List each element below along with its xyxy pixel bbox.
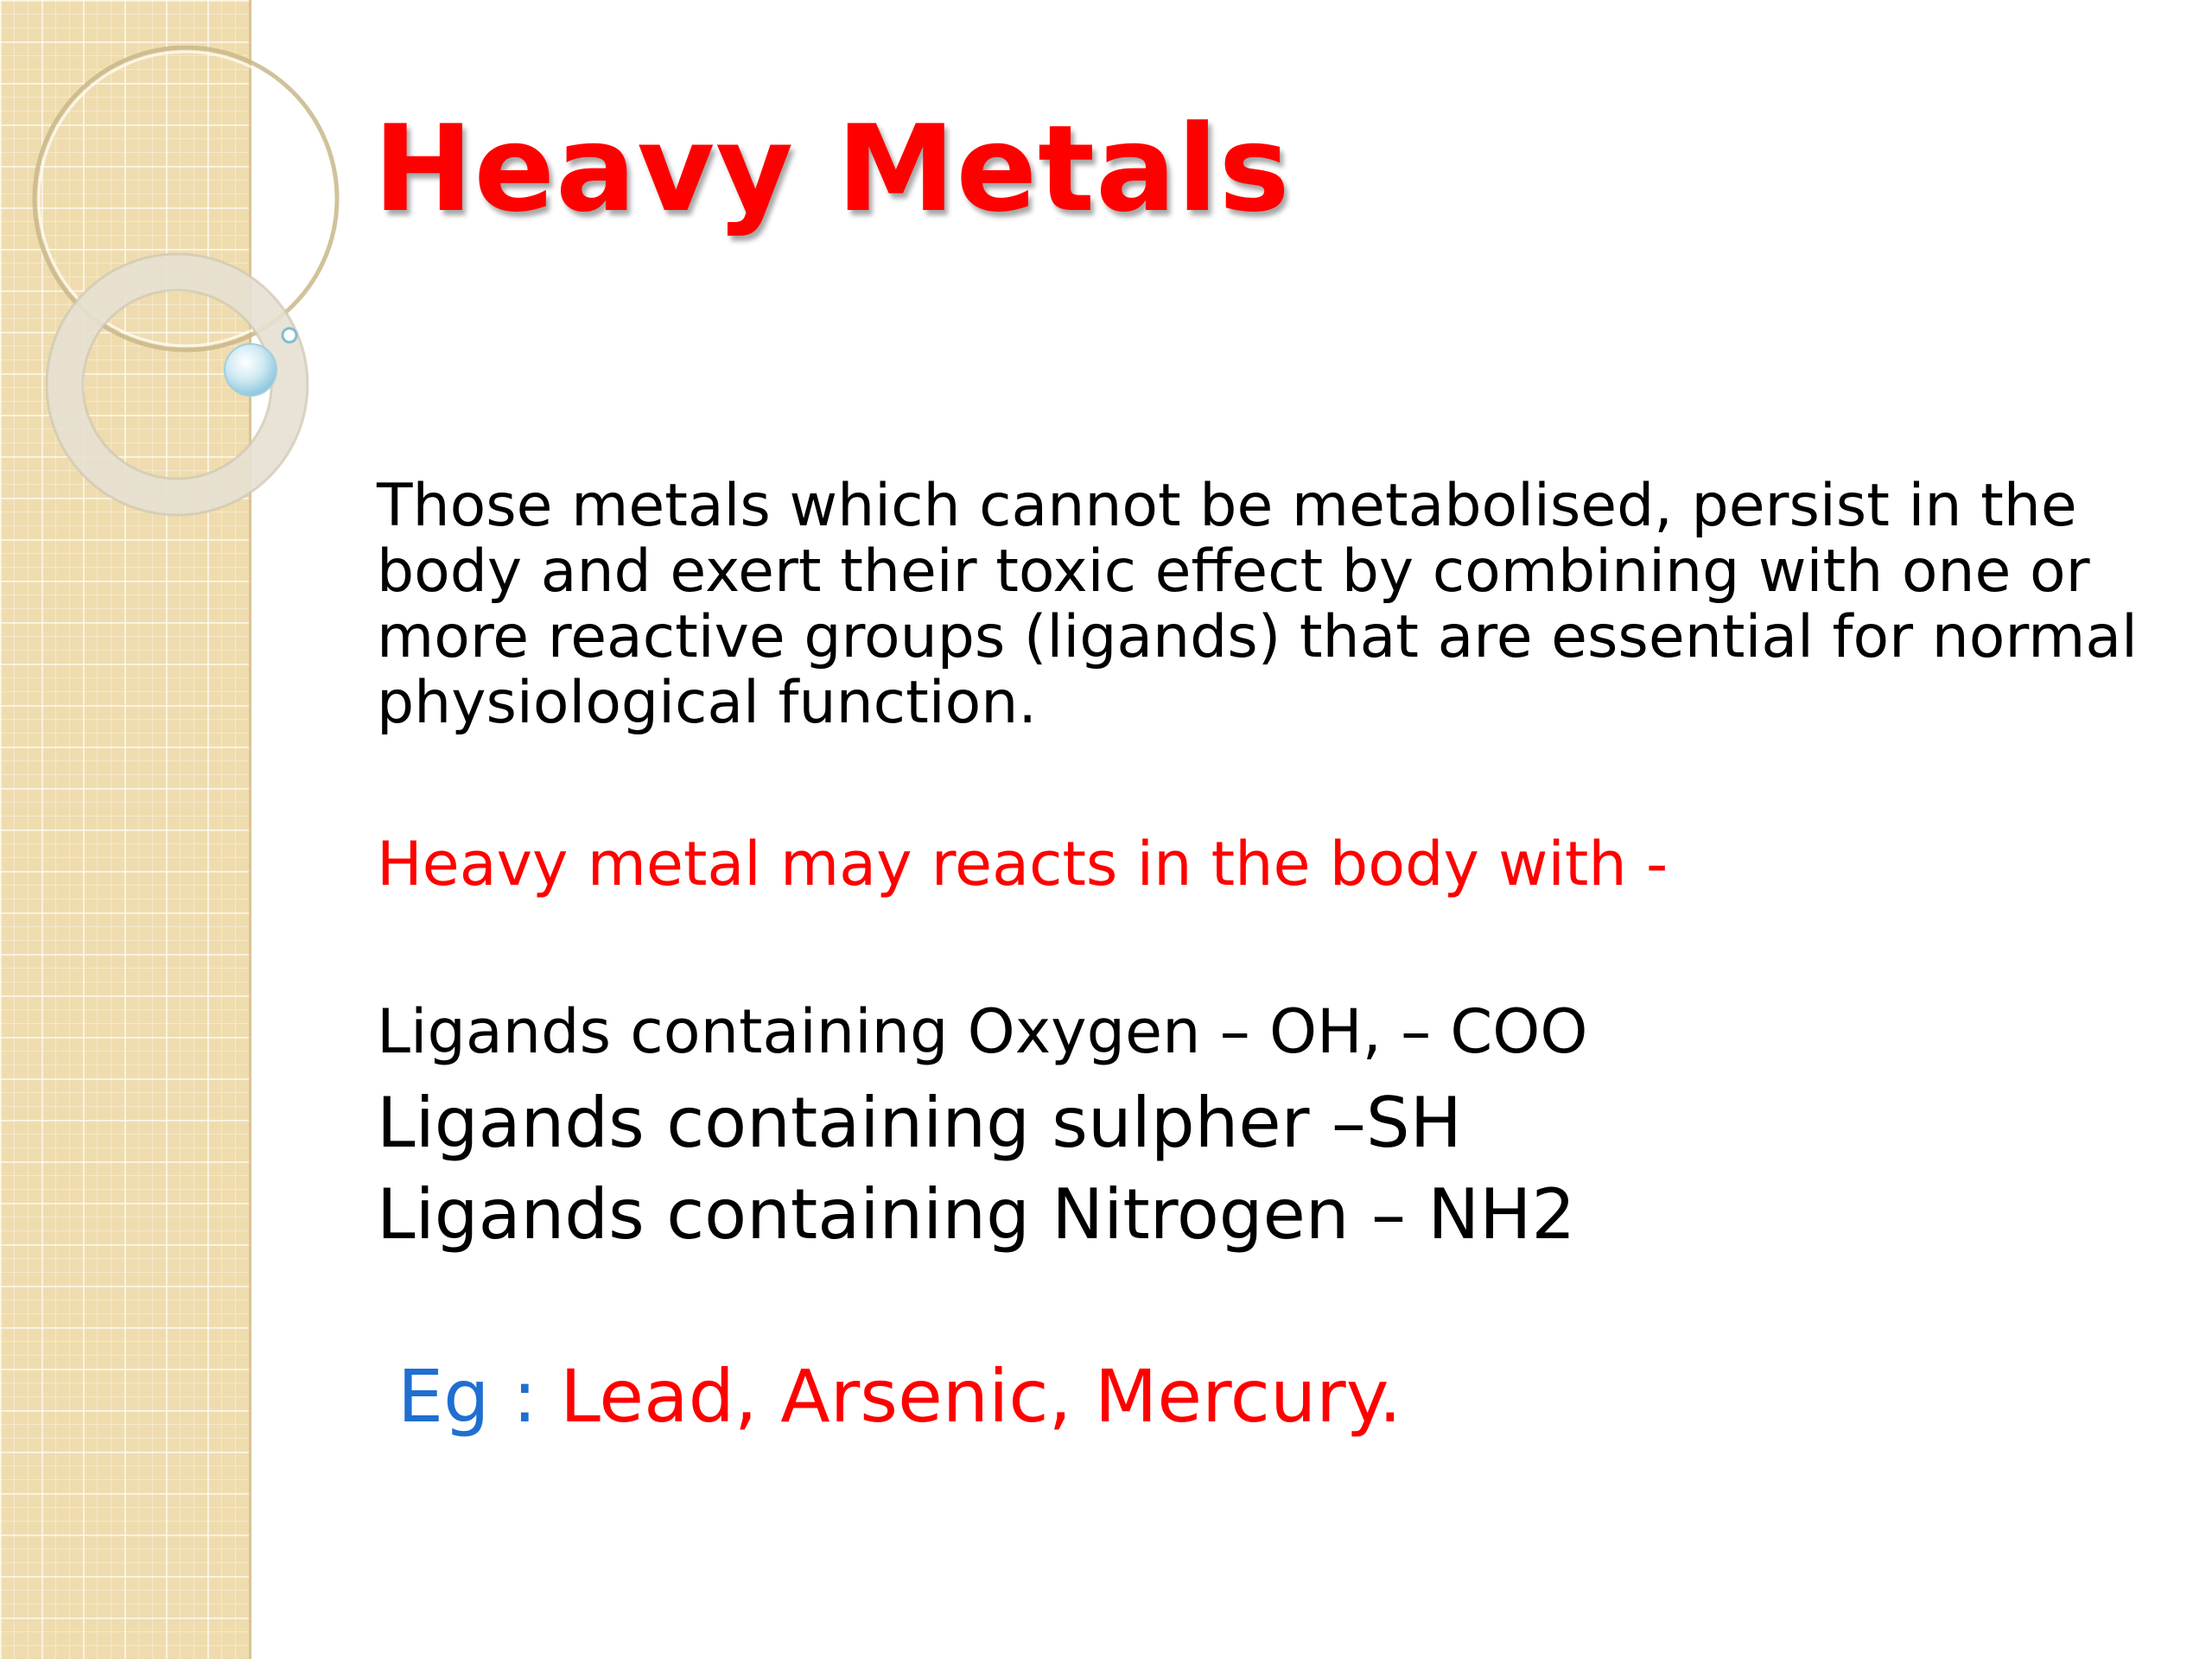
example-values: Lead, Arsenic, Mercury. — [560, 1354, 1402, 1439]
slide-title: Heavy Metals — [373, 99, 1291, 238]
example-label: Eg : — [397, 1354, 561, 1439]
definition-paragraph: Those metals which cannot be metabolised, persist in the body and exert their toxic effect by combining with one or more reactive groups (ligands) that are essential for normal physiological function. — [377, 472, 2138, 737]
reacts-heading: Heavy metal may reacts in the body with - — [377, 829, 1669, 899]
ligand-nitrogen: Ligands containing Nitrogen – NH2 — [377, 1174, 1576, 1255]
ligand-sulpher: Ligands containing sulpher –SH — [377, 1083, 1462, 1163]
ligand-oxygen: Ligands containing Oxygen – OH, – COO — [377, 996, 1588, 1067]
example-line — [397, 1353, 1402, 1440]
